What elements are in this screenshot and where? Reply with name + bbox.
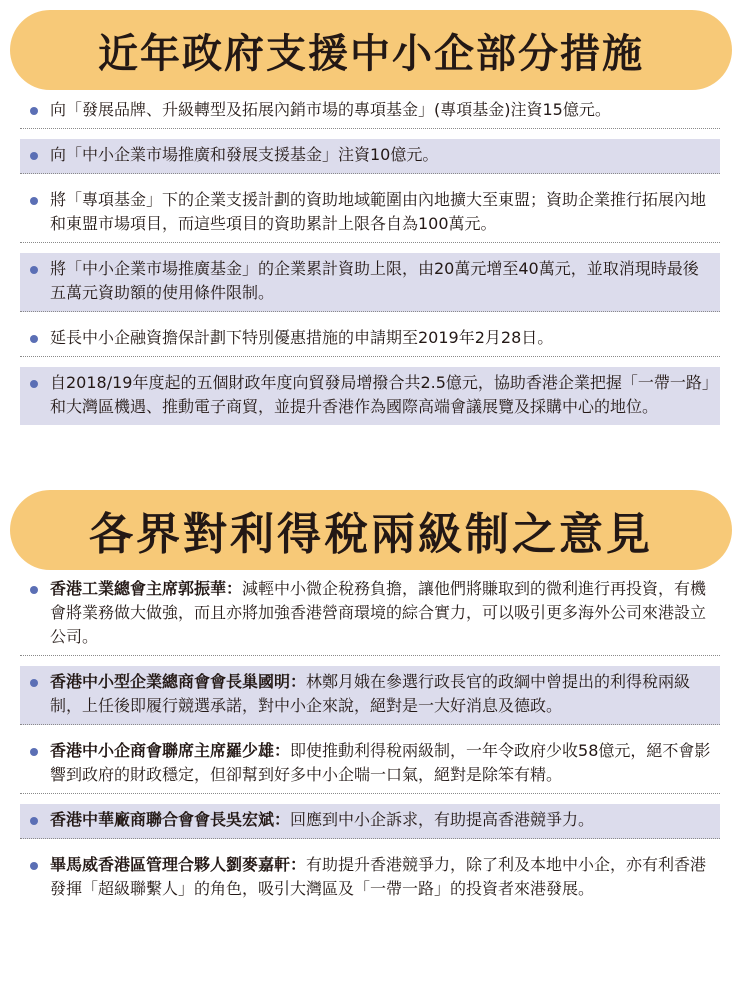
item-text: 自2018/19年度起的五個財政年度向貿發局增撥合共2.5億元，協助香港企業把握「一帶一路」和大灣區機遇、推動電子商貿，並提升香港作為國際高端會議展覽及採購中心的地位。 xyxy=(50,373,710,416)
item-text: 延長中小企融資擔保計劃下特別優惠措施的申請期至2019年2月28日。 xyxy=(50,328,554,347)
item-text: 即使推動利得稅兩級制，一年令政府少收58億元，絕不會影響到政府的財政穩定，但卻幫到好多中小企喘一口氣，絕對是除笨有精。 xyxy=(50,741,711,784)
item-text: 將「中小企業市場推廣基金」的企業累計資助上限，由20萬元增至40萬元，並取消現時最後五萬元資助額的使用條件限制。 xyxy=(50,259,699,302)
list-item xyxy=(20,253,720,312)
list-item xyxy=(20,666,720,725)
list-item xyxy=(20,367,720,425)
list-item xyxy=(20,94,720,129)
bullet-icon xyxy=(30,152,38,160)
bullet-icon xyxy=(30,817,38,825)
speaker-name: 香港中小企商會聯席主席羅少雄： xyxy=(50,741,291,760)
section1-title-banner xyxy=(10,10,732,90)
bullet-icon xyxy=(30,107,38,115)
list-item xyxy=(20,322,720,357)
item-text: 向「發展品牌、升級轉型及拓展內銷市場的專項基金」(專項基金)注資15億元。 xyxy=(50,100,611,119)
section2-title-banner xyxy=(10,490,732,570)
item-text: 向「中小企業市場推廣和發展支援基金」注資10億元。 xyxy=(50,145,439,164)
speaker-name: 香港中小型企業總商會會長巢國明： xyxy=(50,672,307,691)
item-text: 有助提升香港競爭力，除了利及本地中小企，亦有利香港發揮「超級聯繫人」的角色，吸引大灣區及「一帶一路」的投資者來港發展。 xyxy=(50,855,707,898)
item-text: 將「專項基金」下的企業支援計劃的資助地域範圍由內地擴大至東盟；資助企業推行拓展內地和東盟市場項目，而這些項目的資助累計上限各自為100萬元。 xyxy=(50,190,707,233)
bullet-icon xyxy=(30,679,38,687)
speaker-name: 畢馬威香港區管理合夥人劉麥嘉軒： xyxy=(50,855,307,874)
opinions-list xyxy=(20,573,720,917)
bullet-icon xyxy=(30,266,38,274)
bullet-icon xyxy=(30,586,38,594)
bullet-icon xyxy=(30,862,38,870)
list-item xyxy=(20,735,720,794)
list-item xyxy=(20,804,720,839)
bullet-icon xyxy=(30,380,38,388)
bullet-icon xyxy=(30,335,38,343)
item-text: 回應到中小企訴求，有助提高香港競爭力。 xyxy=(290,810,595,829)
list-item xyxy=(20,573,720,656)
list-item xyxy=(20,139,720,174)
speaker-name: 香港中華廠商聯合會會長吳宏斌： xyxy=(50,810,291,829)
item-text: 減輕中小微企稅務負擔，讓他們將賺取到的微利進行再投資，有機會將業務做大做強，而且亦將加強香港營商環境的綜合實力，可以吸引更多海外公司來港設立公司。 xyxy=(50,579,707,646)
list-item xyxy=(20,184,720,243)
list-item xyxy=(20,849,720,907)
section1-title: 近年政府支援中小企部分措施 xyxy=(98,29,644,77)
measures-list xyxy=(20,94,720,435)
section2-title: 各界對利得稅兩級制之意見 xyxy=(89,509,653,560)
item-text: 林鄭月娥在參選行政長官的政綱中曾提出的利得稅兩級制，上任後即履行競選承諾，對中小企來說，絕對是一大好消息及德政。 xyxy=(50,672,691,715)
bullet-icon xyxy=(30,748,38,756)
speaker-name: 香港工業總會主席郭振華： xyxy=(50,579,243,598)
bullet-icon xyxy=(30,197,38,205)
